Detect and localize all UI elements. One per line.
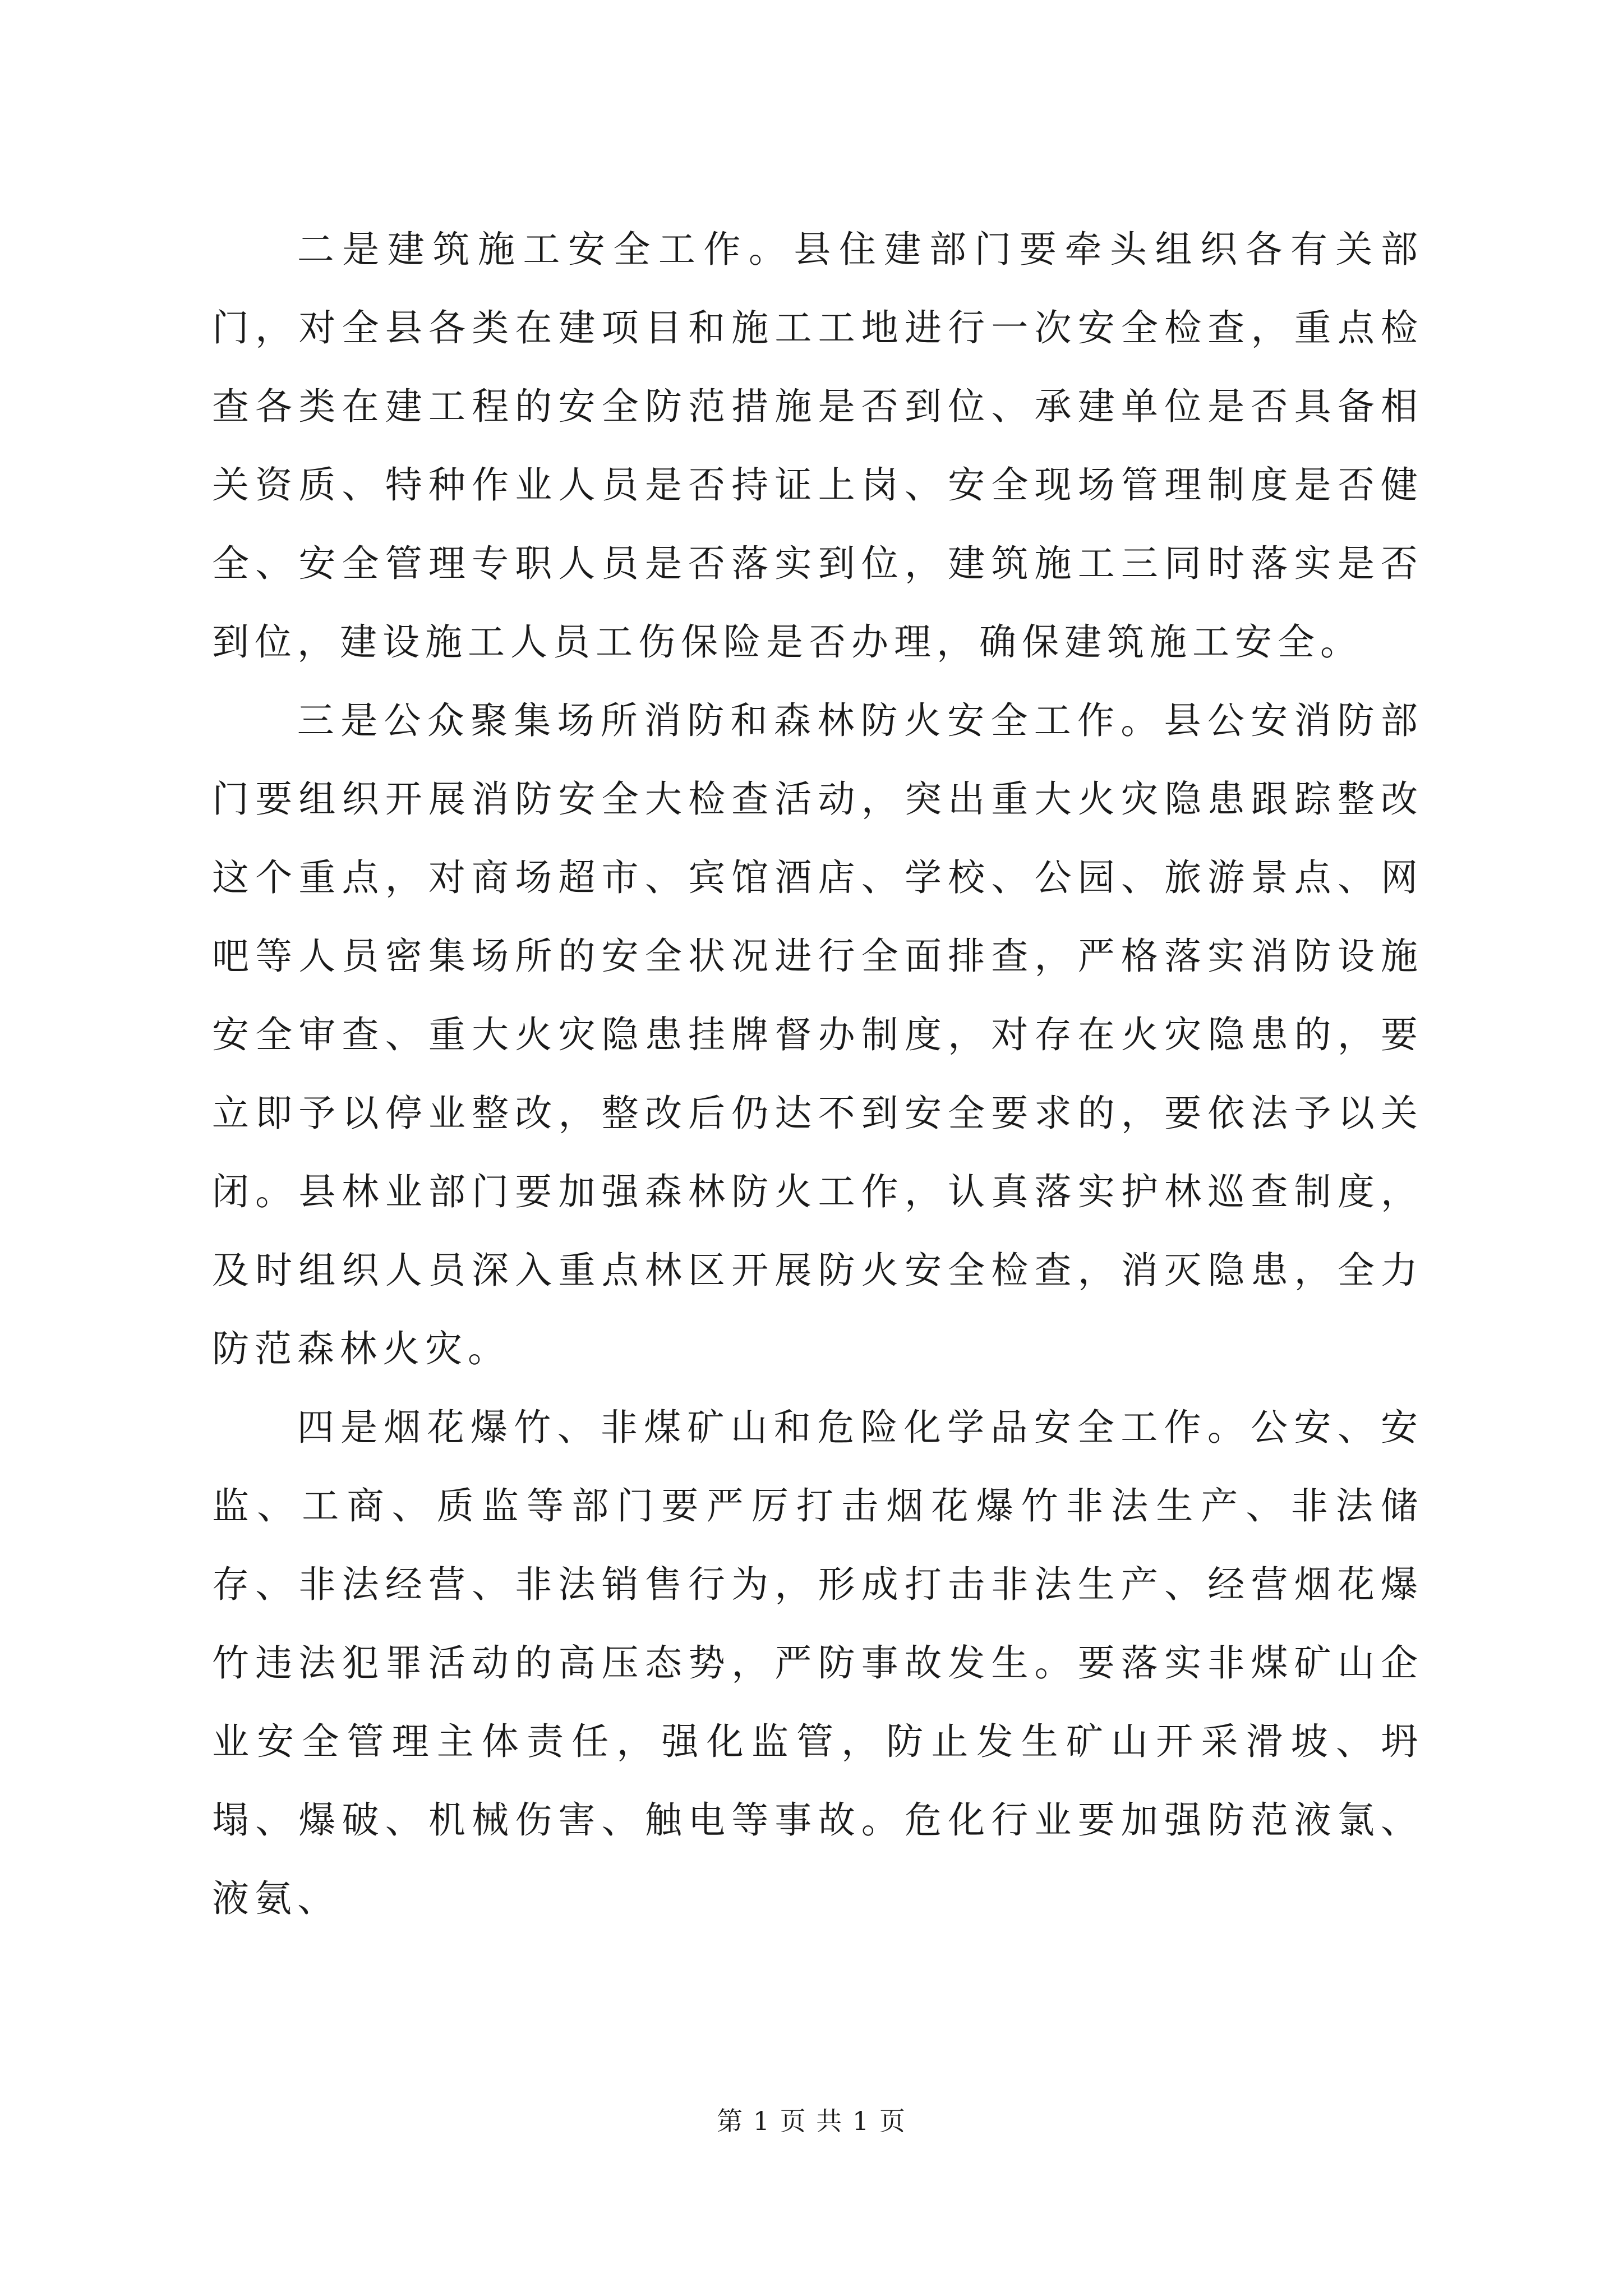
paragraph-fire-safety: 三是公众聚集场所消防和森林防火安全工作。县公安消防部门要组织开展消防安全大检查活动，突出重大火灾隐患跟踪整改这个重点，对商场超市、宾馆酒店、学校、公园、旅游景点、网吧等人员密集场所的安全状况进行全面排查，严格落实消防设施安全审查、重大火灾隐患挂牌督办制度，对存在火灾隐患的，要立即予以停业整改，整改后仍达不到安全要求的，要依法予以关闭。县林业部门要加强森林防火工作，认真落实护林巡查制度，及时组织人员深入重点林区开展防火安全检查，消灭隐患，全力防范森林火灾。 <box>212 699 1423 1370</box>
paragraph-hazardous-materials: 四是烟花爆竹、非煤矿山和危险化学品安全工作。公安、安监、工商、质监等部门要严厉打击烟花爆竹非法生产、非法储存、非法经营、非法销售行为，形成打击非法生产、经营烟花爆竹违法犯罪活动的高压态势，严防事故发生。要落实非煤矿山企业安全管理主体责任，强化监管，防止发生矿山开采滑坡、坍塌、爆破、机械伤害、触电等事故。危化行业要加强防范液氯、液氨、 <box>212 1406 1423 1920</box>
page-footer: 第 1 页 共 1 页 <box>717 2106 906 2136</box>
paragraph-construction-safety: 二是建筑施工安全工作。县住建部门要牵头组织各有关部门，对全县各类在建项目和施工工地进行一次安全检查，重点检查各类在建工程的安全防范措施是否到位、承建单位是否具备相关资质、特种作业人员是否持证上岗、安全现场管理制度是否健全、安全管理专职人员是否落实到位，建筑施工三同时落实是否到位，建设施工人员工伤保险是否办理，确保建筑施工安全。 <box>212 228 1423 664</box>
document-body <box>212 210 1423 1938</box>
